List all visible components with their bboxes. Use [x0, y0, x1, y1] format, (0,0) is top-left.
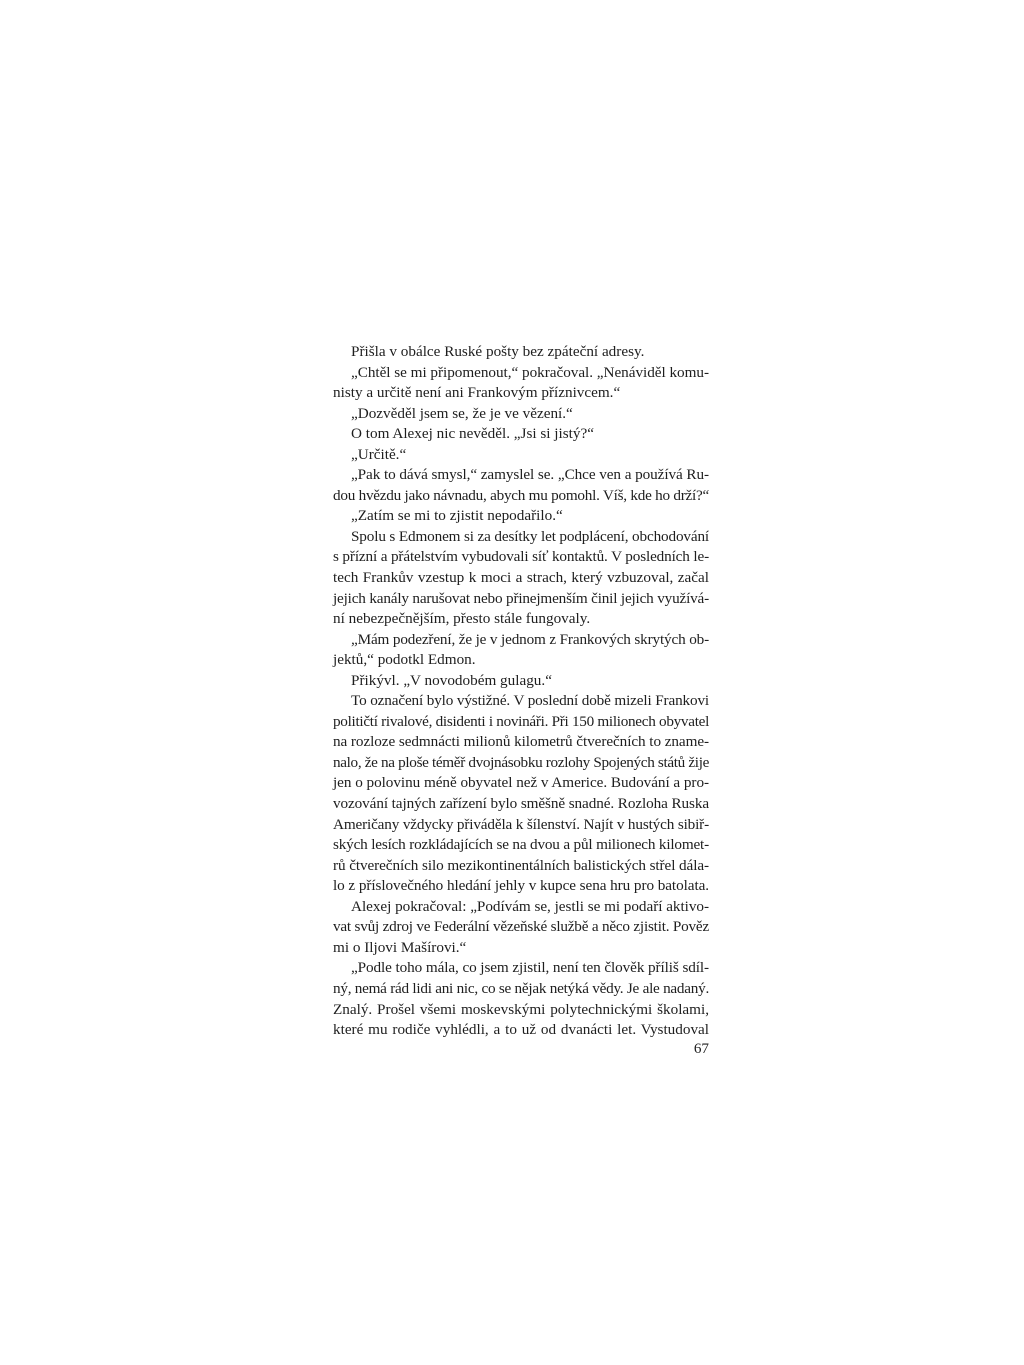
text-line: vozování tajných zařízení bylo směšně snadné. Rozloha Ruska: [333, 795, 709, 813]
text-line: „Dozvěděl jsem se, že je ve vězení.“: [351, 404, 573, 422]
text-line: jektů,“ podotkl Edmon.: [333, 651, 476, 669]
text-line: jen o polovinu méně obyvatel než v Americe. Budování a pro-: [333, 774, 710, 792]
text-line: jejich kanály narušovat nebo přinejmenším činil jejich využívá-: [333, 589, 709, 607]
text-line: Alexej pokračoval: „Podívám se, jestli se mi podaří aktivo-: [351, 897, 709, 915]
text-line: nalo, že na ploše téměř dvojnásobku rozlohy Spojených států žije: [333, 753, 709, 771]
text-line: političtí rivalové, disidenti i novináři. Při 150 milionech obyvatel: [333, 712, 710, 730]
page-number: 67: [693, 1040, 709, 1057]
text-line: Přikývl. „V novodobém gulagu.“: [351, 671, 552, 689]
text-line: „Určitě.“: [351, 445, 407, 463]
text-line: O tom Alexej nic nevěděl. „Jsi si jistý?“: [351, 425, 594, 443]
text-line: To označení bylo výstižné. V poslední době mizeli Frankovi: [351, 692, 709, 710]
text-line: Spolu s Edmonem si za desítky let podplácení, obchodování: [351, 527, 710, 545]
text-line: ný, nemá rád lidi ani nic, co se nějak netýká vědy. Je ale nadaný.: [333, 979, 709, 997]
text-line: „Pak to dává smysl,“ zamyslel se. „Chce ven a používá Ru-: [351, 466, 709, 484]
text-line: lo z příslovečného hledání jehly v kupce sena hru pro batolata.: [333, 877, 710, 895]
text-line: Znalý. Prošel všemi moskevskými polytechnickými školami,: [333, 1000, 709, 1018]
text-line: na rozloze sedmnácti milionů kilometrů čtverečních to zname-: [333, 733, 710, 751]
text-line: Přišla v obálce Ruské pošty bez zpáteční adresy.: [351, 343, 645, 360]
text-line: „Zatím se mi to zjistit nepodařilo.“: [351, 507, 563, 525]
text-line: které mu rodiče vyhlédli, a to už od dvanácti let. Vystudoval: [333, 1021, 709, 1039]
text-line: ní nebezpečnějším, přesto stále fungovaly.: [333, 610, 591, 628]
text-line: dou hvězdu jako návnadu, abych mu pomohl. Víš, kde ho drží?“: [333, 486, 710, 504]
text-line: rů čtverečních silo mezikontinentálních balistických střel dála-: [333, 856, 709, 874]
text-line: „Chtěl se mi připomenout,“ pokračoval. „Nenáviděl komu-: [351, 363, 710, 381]
text-line: „Podle toho mála, co jsem zjistil, není ten člověk příliš sdíl-: [351, 959, 709, 977]
text-line: „Mám podezření, že je v jednom z Frankových skrytých ob-: [351, 630, 710, 648]
text-line: s přízní a přátelstvím vybudovali síť kontaktů. V posledních le-: [333, 548, 710, 566]
text-line: ských lesích rozkládajících se na dvou a půl milionech kilomet-: [333, 836, 709, 854]
text-line: mi o Iljovi Mašírovi.“: [333, 938, 467, 956]
text-line: vat svůj zdroj ve Federální vězeňské službě a něco zjistit. Pověz: [333, 918, 710, 936]
body-text: [333, 342, 709, 1041]
text-line: nisty a určitě není ani Frankovým příznivcem.“: [333, 384, 621, 402]
text-line: Američany vždycky přiváděla k šílenství. Najít v hustých sibiř-: [333, 815, 710, 833]
text-line: tech Frankův vzestup k moci a strach, který vzbuzoval, začal: [333, 569, 709, 587]
